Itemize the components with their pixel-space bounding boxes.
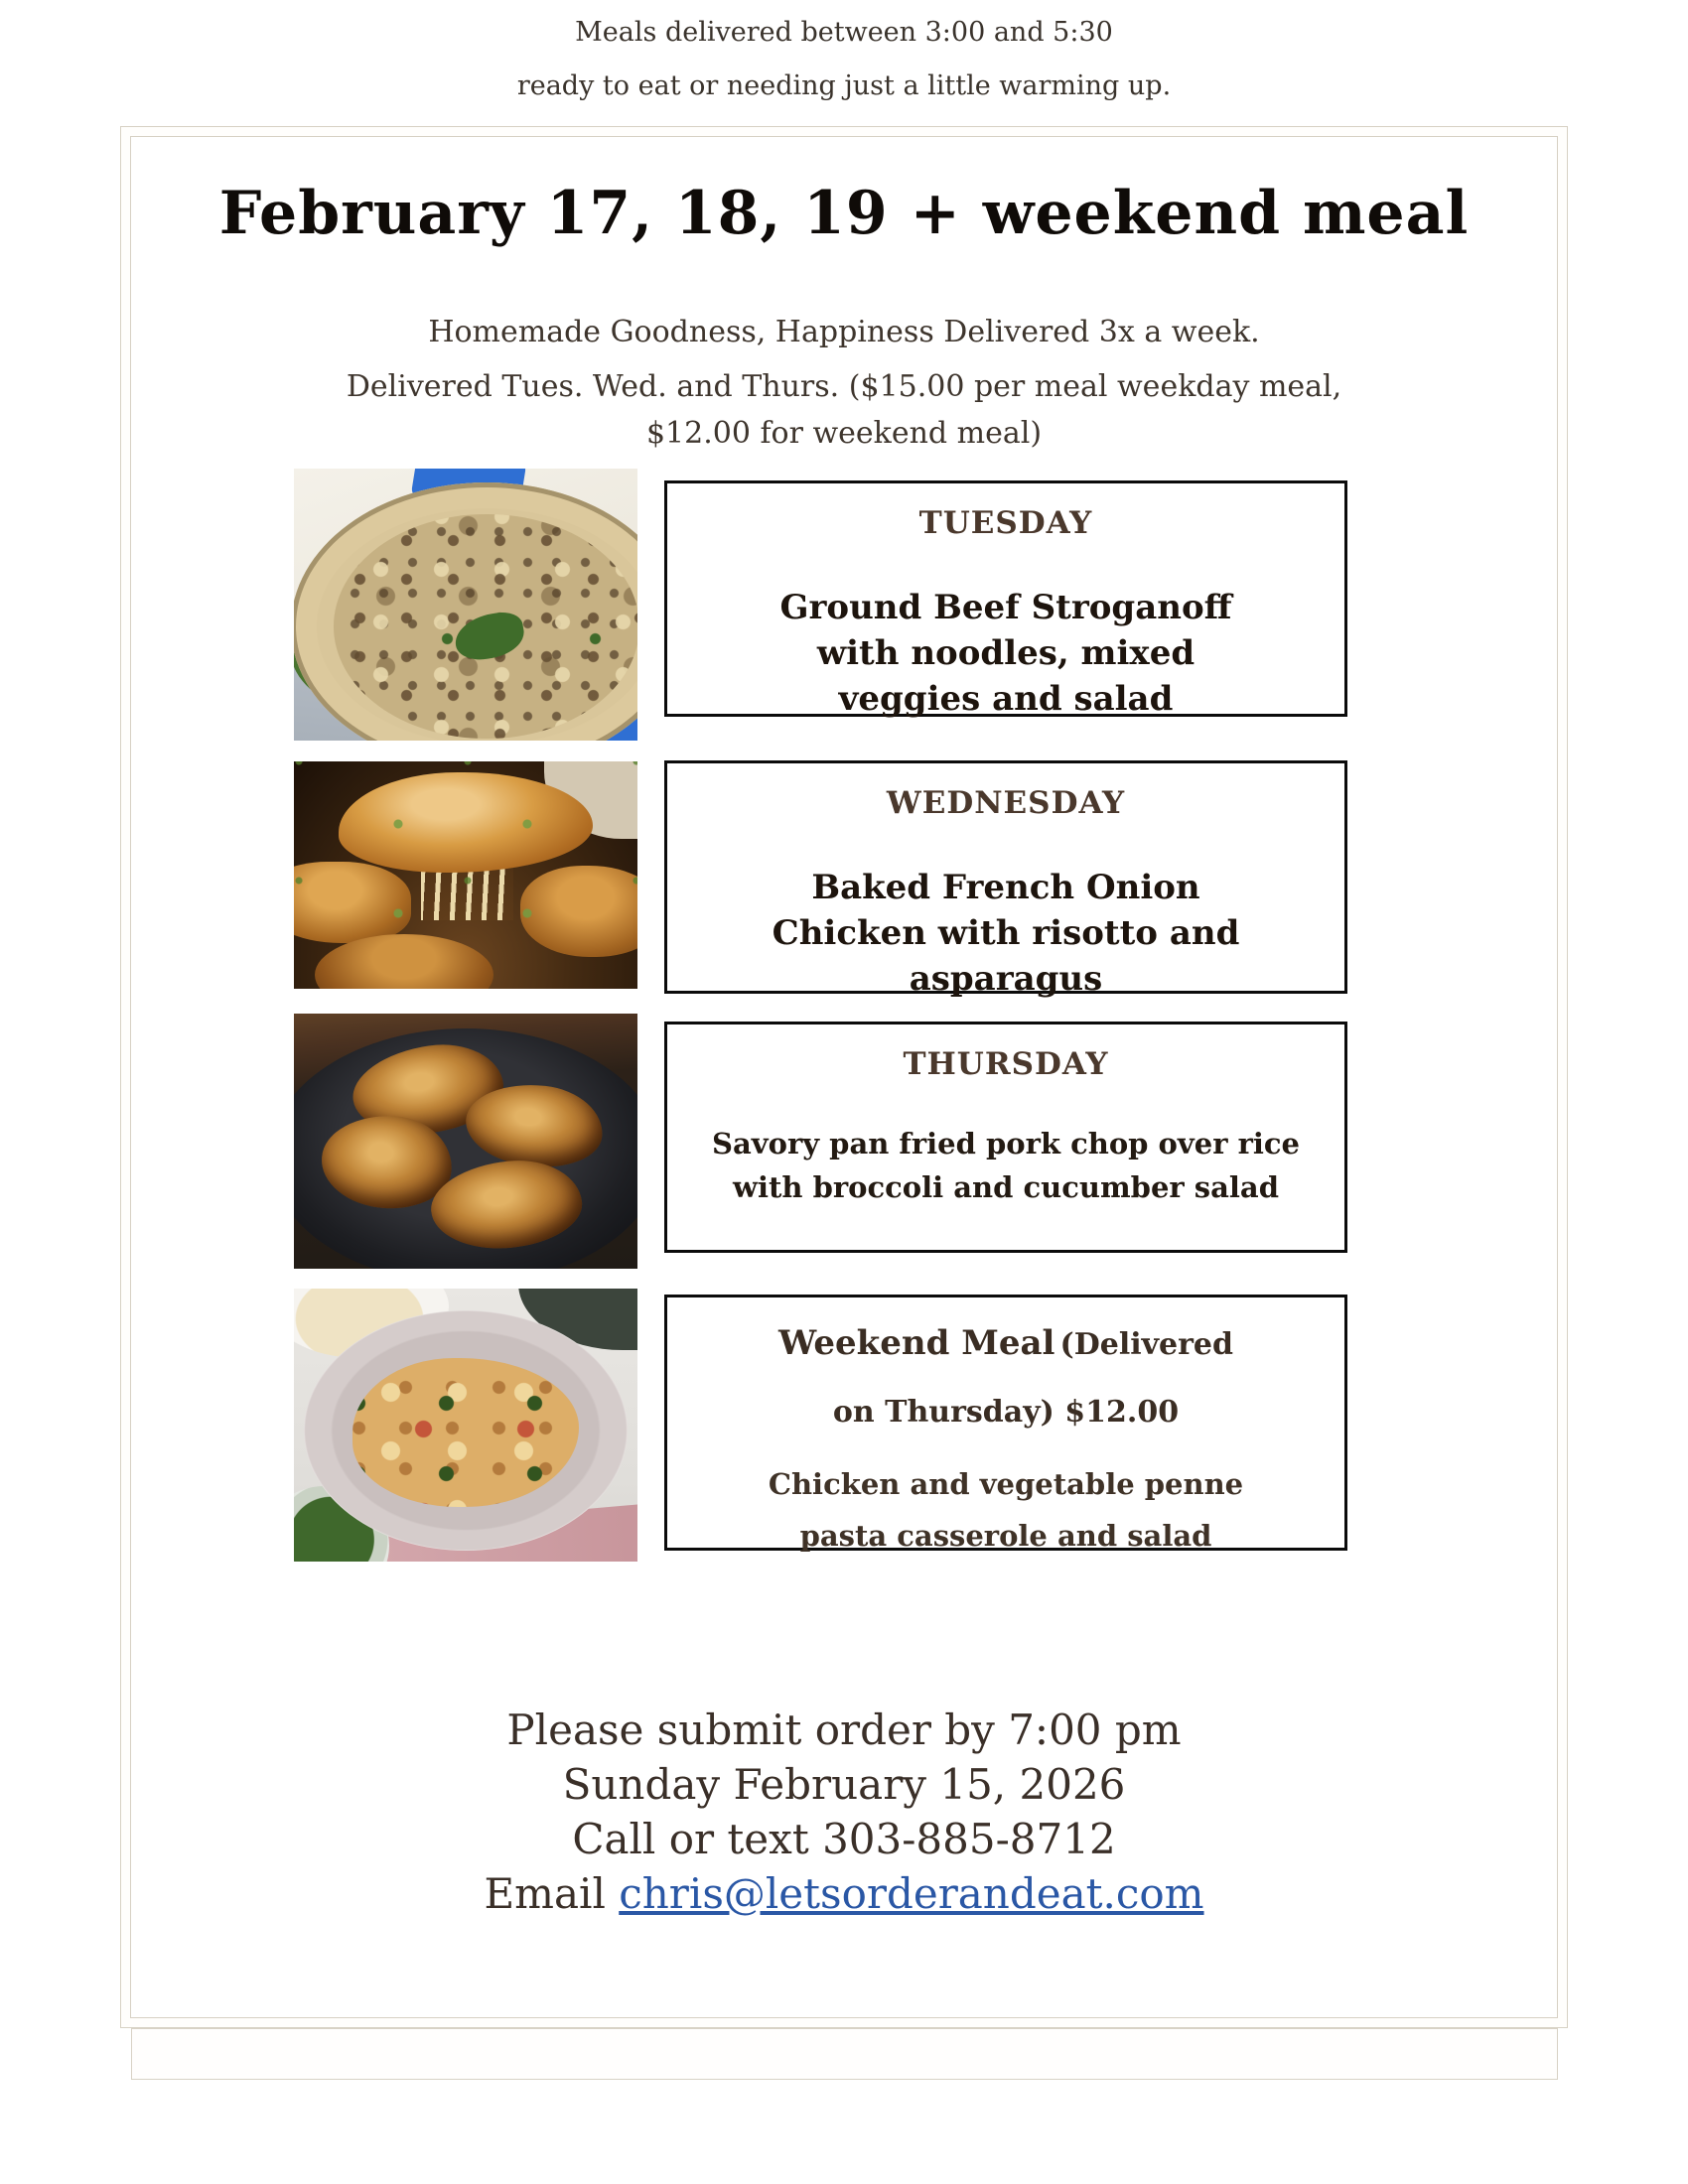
meal-description: Ground Beef Stroganoff with noodles, mixed veggies and salad	[779, 588, 1232, 719]
order-instructions	[131, 1703, 1557, 1921]
call-or-text-label: Call or text	[572, 1815, 823, 1863]
weekend-meal-detail: (Delivered on Thursday) $12.00	[832, 1327, 1233, 1430]
pricing-text: Delivered Tues. Wed. and Thurs. ($15.00 per meal weekday meal, $12.00 for weekend meal)	[346, 369, 1342, 451]
weekend-meal-label: Weekend Meal	[778, 1323, 1055, 1363]
page-title: February 17, 18, 19 + weekend meal	[218, 179, 1470, 248]
french-onion-chicken-photo	[294, 761, 637, 989]
wednesday-meal-box	[664, 760, 1347, 999]
plate-shape	[304, 1310, 627, 1551]
email-link[interactable]: chris@letsorderandeat.com	[619, 1869, 1204, 1918]
weekend-meal-box	[664, 1295, 1347, 1551]
parsley-flecks-texture	[294, 761, 637, 989]
day-label: WEDNESDAY	[886, 785, 1126, 821]
penne-pasta-photo	[294, 1289, 637, 1562]
submit-deadline-text: Please submit order by 7:00 pm	[506, 1706, 1182, 1754]
day-label: TUESDAY	[918, 505, 1093, 541]
ready-to-eat-text: ready to eat or needing just a little warming up.	[516, 70, 1172, 101]
footer-strip	[131, 2028, 1558, 2080]
meal-row-weekend	[131, 1289, 1557, 1562]
phone-number: 303-885-8712	[822, 1815, 1116, 1863]
day-label: THURSDAY	[903, 1046, 1109, 1082]
stroganoff-photo	[294, 469, 637, 741]
meal-description: Chicken and vegetable penne pasta casserole and salad	[768, 1467, 1244, 1553]
pork-chops-photo	[294, 1014, 637, 1269]
tuesday-meal-box	[664, 480, 1347, 717]
deadline-date-text: Sunday February 15, 2026	[562, 1760, 1126, 1809]
meal-list	[131, 469, 1557, 1562]
newsletter-outer-frame	[120, 126, 1568, 2028]
meal-row-wednesday	[131, 760, 1557, 999]
thursday-meal-box	[664, 1022, 1347, 1253]
weekend-meal-title	[768, 1311, 1244, 1448]
email-line	[131, 1866, 1557, 1921]
delivery-window-text: Meals delivered between 3:00 and 5:30	[575, 17, 1113, 48]
meal-description: Baked French Onion Chicken with risotto and asparagus	[772, 868, 1240, 999]
meal-row-tuesday	[131, 469, 1557, 741]
pan-shape	[294, 482, 637, 741]
meal-description: Savory pan fried pork chop over rice with broccoli and cucumber salad	[712, 1127, 1300, 1204]
email-label: Email	[484, 1869, 620, 1918]
newsletter-inner-frame	[130, 136, 1558, 2018]
meal-row-thursday	[131, 1014, 1557, 1269]
pasta-mound-texture	[352, 1358, 579, 1507]
phone-line	[131, 1812, 1557, 1866]
delivery-notice	[0, 0, 1688, 113]
tagline-text: Homemade Goodness, Happiness Delivered 3x a week.	[428, 315, 1260, 349]
